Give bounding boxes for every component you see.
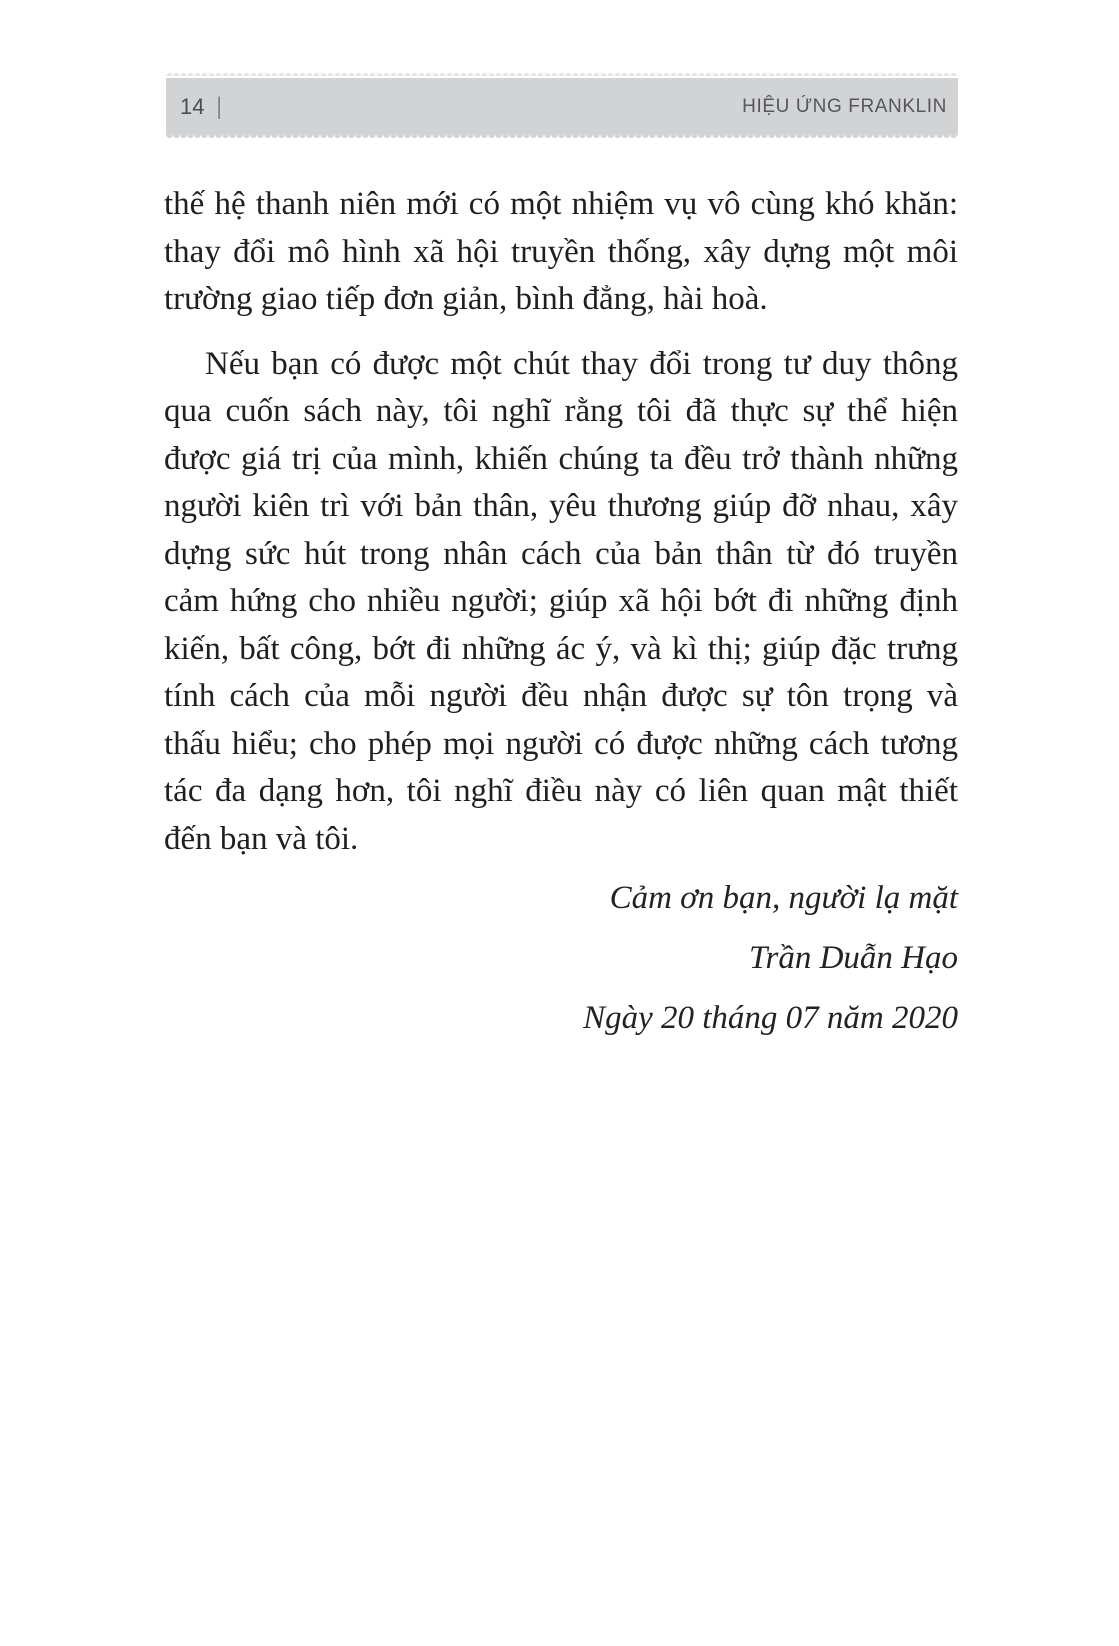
- signature-thanks: Cảm ơn bạn, người lạ mặt: [609, 880, 958, 916]
- paragraph-closing: Nếu bạn có được một chút thay đổi trong tư duy thông qua cuốn sách này, tôi nghĩ rằng tôi đã thực sự thể hiện được giá trị của mình, khiến chúng ta đều trở thành những người kiên trì với bản thân, yêu thương giúp đỡ nhau, xây dựng sức hút trong nhân cách của bản thân từ đó truyền cảm hứng cho nhiều người; giúp xã hội bớt đi những định kiến, bất công, bớt đi những ác ý, và kì thị; giúp đặc trưng tính cách của mỗi người đều nhận được sự tôn trọng và thấu hiểu; cho phép mọi người có được những cách tương tác đa dạng hơn, tôi nghĩ điều này có liên quan mật thiết đến bạn và tôi.: [164, 345, 958, 857]
- running-header: [166, 78, 958, 135]
- body-text: [164, 181, 958, 863]
- signature-author: Trần Duẫn Hạo: [748, 940, 958, 976]
- paragraph-continuation: thế hệ thanh niên mới có một nhiệm vụ vô cùng khó khăn: thay đổi mô hình xã hội truyền thống, xây dựng một môi trường giao tiếp đơn giản, bình đẳng, hài hoà.: [164, 186, 958, 317]
- page-number: 14: [180, 93, 205, 119]
- signature-block: [258, 868, 958, 1048]
- running-header-left: [180, 93, 223, 121]
- running-title: HIỆU ỨNG FRANKLIN: [742, 95, 947, 117]
- signature-date: Ngày 20 tháng 07 năm 2020: [583, 1000, 958, 1036]
- page-number-divider: |: [217, 92, 222, 120]
